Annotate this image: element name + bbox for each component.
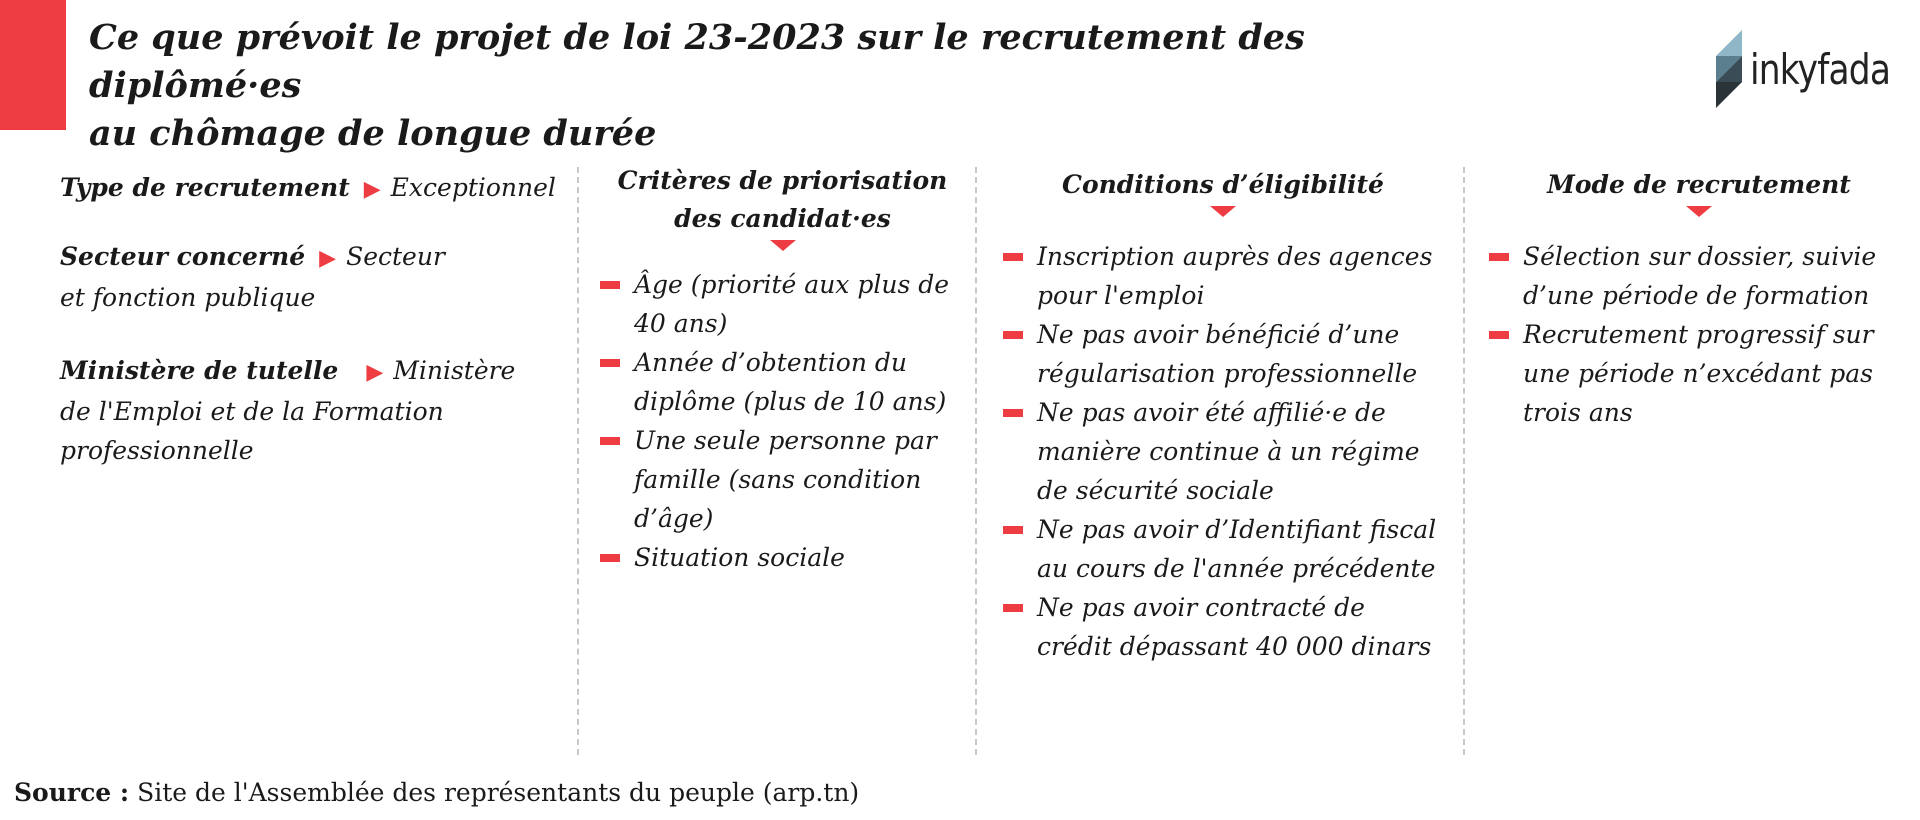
list-item: Ne pas avoir contracté de crédit dépassant 40 000 dinars: [1003, 588, 1443, 666]
summary-item-ministere: [60, 351, 570, 470]
summary-value-cont: de l'Emploi et de la Formation professionnelle: [60, 397, 444, 465]
logo-mark-icon: [1716, 30, 1742, 108]
title-line-2: au chômage de longue durée: [89, 113, 657, 154]
source-note: [14, 776, 859, 810]
source-label: Source :: [14, 778, 130, 807]
list-item: Recrutement progressif sur une période n’excédant pas trois ans: [1489, 315, 1909, 432]
list-item: Âge (priorité aux plus de 40 ans): [600, 265, 965, 343]
summary-column: [60, 168, 570, 498]
recruitment-mode-list: [1489, 237, 1909, 432]
column-divider: [975, 167, 977, 755]
list-item: Ne pas avoir été affilié·e de manière continue à un régime de sécurité sociale: [1003, 393, 1443, 510]
eligibility-list: [1003, 237, 1443, 666]
recruitment-mode-column: [1489, 162, 1909, 432]
summary-value: Secteur: [346, 242, 445, 271]
column-heading: Critères de priorisation des candidat·es: [617, 166, 948, 233]
inkyfada-logo: [1716, 30, 1920, 108]
summary-value: Exceptionnel: [390, 173, 556, 202]
accent-bar: [0, 0, 66, 130]
eligibility-column: [1003, 162, 1443, 666]
logo-text: inkyfada: [1750, 44, 1891, 94]
summary-key: Ministère de tutelle: [60, 356, 339, 385]
summary-item-type: [60, 168, 570, 209]
list-item: Inscription auprès des agences pour l'emploi: [1003, 237, 1443, 315]
list-item: Année d’obtention du diplôme (plus de 10 ans): [600, 343, 965, 421]
triangle-right-icon: ▶: [366, 360, 384, 385]
list-item: Sélection sur dossier, suivie d’une période de formation: [1489, 237, 1909, 315]
triangle-down-icon: [770, 240, 796, 251]
column-divider: [1463, 167, 1465, 755]
summary-key: Type de recrutement: [60, 173, 350, 202]
column-divider: [577, 167, 579, 755]
column-heading: Mode de recrutement: [1547, 170, 1851, 199]
title-line-1: Ce que prévoit le projet de loi 23-2023 sur le recrutement des diplômé·es: [89, 17, 1305, 106]
summary-item-secteur: [60, 237, 570, 317]
column-heading: Conditions d’éligibilité: [1062, 170, 1384, 199]
triangle-right-icon: ▶: [319, 246, 337, 271]
page-title: [89, 14, 1459, 158]
list-item: Ne pas avoir d’Identifiant fiscal au cours de l'année précédente: [1003, 510, 1443, 588]
criteria-column: [600, 162, 965, 577]
summary-value: Ministère: [393, 356, 516, 385]
triangle-right-icon: ▶: [363, 177, 381, 202]
list-item: Ne pas avoir bénéficié d’une régularisation professionnelle: [1003, 315, 1443, 393]
summary-key: Secteur concerné: [60, 242, 306, 271]
list-item: Une seule personne par famille (sans condition d’âge): [600, 421, 965, 538]
summary-value-cont: et fonction publique: [60, 283, 316, 312]
triangle-down-icon: [1210, 206, 1236, 217]
triangle-down-icon: [1686, 206, 1712, 217]
source-text: Site de l'Assemblée des représentants du peuple (arp.tn): [137, 778, 860, 807]
list-item: Situation sociale: [600, 538, 965, 577]
criteria-list: [600, 265, 965, 577]
